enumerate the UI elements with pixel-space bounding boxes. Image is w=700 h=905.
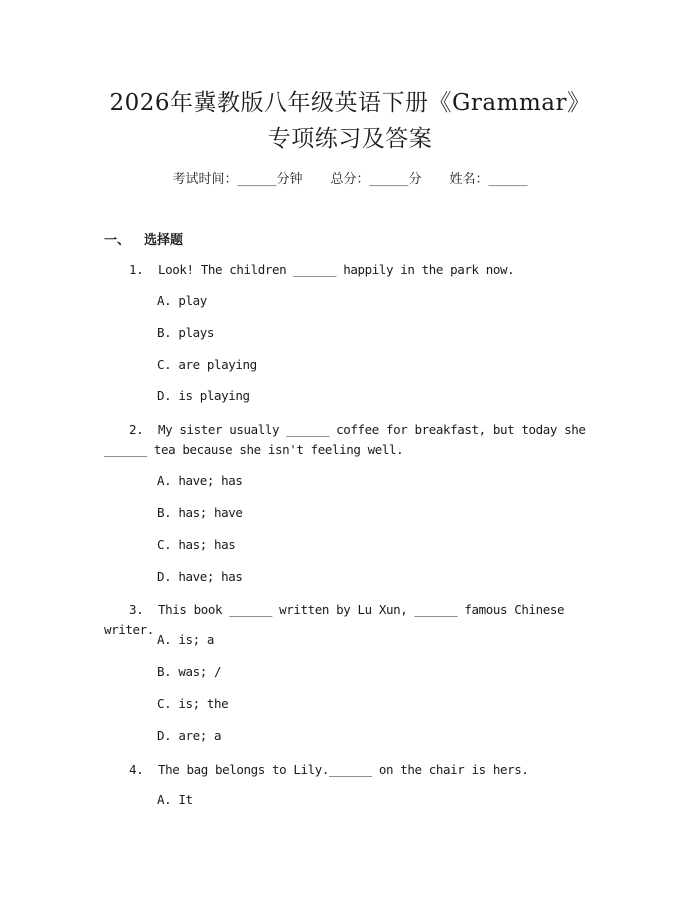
section-heading (104, 229, 183, 248)
question-number: 3. (129, 602, 144, 617)
exam-score: 总分：______分 (330, 172, 422, 187)
exam-meta (0, 168, 700, 187)
question-number: 1. (129, 262, 144, 277)
question-number: 4. (129, 762, 144, 777)
option-1c: C. are playing (157, 357, 257, 372)
option-2b: B. has; have (157, 505, 243, 520)
question-text: The bag belongs to Lily.______ on the chair is hers. (158, 762, 529, 777)
question-1 (104, 260, 604, 280)
option-1d: D. is playing (157, 388, 250, 403)
document-title-line2: 专项练习及答案 (267, 126, 433, 152)
question-4 (104, 760, 604, 780)
document-title-line1: 2026年冀教版八年级英语下册《Grammar》 (109, 90, 591, 116)
exam-name: 姓名：______ (449, 172, 528, 187)
option-1a: A. play (157, 293, 207, 308)
option-3d: D. are; a (157, 728, 222, 743)
option-2d: D. have; has (157, 569, 243, 584)
question-text: Look! The children ______ happily in the park now. (158, 262, 515, 277)
option-2c: C. has; has (157, 537, 236, 552)
option-3c: C. is; the (157, 696, 229, 711)
question-2 (104, 420, 604, 460)
section-number: 一、 (104, 233, 131, 248)
section-title: 选择题 (144, 233, 184, 248)
question-text: This book ______ written by Lu Xun, ______ famous Chinese writer. (104, 602, 565, 637)
option-1b: B. plays (157, 325, 215, 340)
option-4a: A. It (157, 792, 193, 807)
option-2a: A. have; has (157, 473, 243, 488)
question-text: My sister usually ______ coffee for breakfast, but today she ______ tea because she isn't feeling well. (104, 422, 586, 457)
option-3a: A. is; a (157, 632, 215, 647)
exam-time: 考试时间：______分钟 (172, 172, 303, 187)
option-3b: B. was; / (157, 664, 222, 679)
question-number: 2. (129, 422, 144, 437)
